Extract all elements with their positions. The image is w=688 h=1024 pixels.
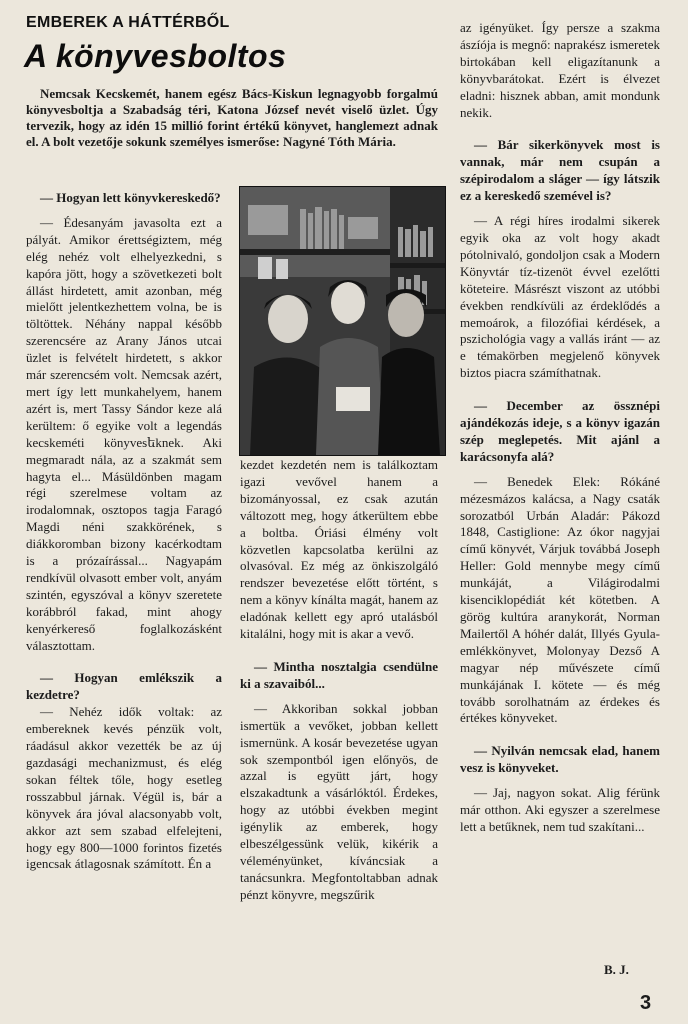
answer-5: — Benedek Elek: Rókáné mézesmázos kalácsa, a Nagy csaták sorozatból Urbán Aladár: Pákozd 1848, Castiglione: Az ókor nagyjai című könyvét, Várjuk továbbá Joseph Heller: Gold mennybe megy című munkáját, a Világirodalmi kisenciklopédiát két kötetben. A görög kultúra aranykorát, Norman Mailertől A hóhér dalát, Illyés Gyula-emlékkönyvet, Molonyay Dezső A magyar nép művészete című munkájának I. kötete — és még tovább sorolhatnám az érdekes és értékes könyveket. [460, 473, 660, 726]
photo-illustration [240, 187, 445, 455]
question-5: — December az össznépi ajándékozás ideje, s a könyv igazán szép meglepetés. Mit ajánl a karácsonyfa alá? [460, 398, 660, 464]
answer-4: — A régi híres irodalmi sikerek egyik oka az volt hogy akadt pótolnivaló, gondoljon csak a Modern Könyvtár tíz-tizenöt évvel ezelőtti köteteire. Másrészt viszont az utóbbi években rendkívüli az érdeklődés a memoárok, a filozófiai kérdések, a pszichológia vagy a vallás iránt — az e témakörben megjelenő könyvek biztos piacra számíthatnak. [460, 213, 660, 381]
page-number: 3 [640, 992, 652, 1014]
answer-1: — Édesanyám javasolta ezt a pályát. Amikor érettségiztem, még elég nehéz volt elhelyezkedni, s kapóra jött, hogy a szövetkezeti bolt állást hirdetett, amit azonban, még mielőtt jelentkezhettem volna, be is töltöttek. Néhány nappal később szerencsére az Arany János utcai üzlet is felvételt hirdetett, s akkor már szerencsém volt. Nemcsak azért, mert így lett munkahelyem, hanem azért is, mert Tassy Sándor keze alá kerültem: ő egyike volt a legendás kecskeméti könyvesեknek. Aki megmaradt nála, az a szakmát sem hagyta el... Másüldönben magam régi szerelmese voltam az irodalomnak, osztopos tagja Faragó Magdi néni szakkörének, s diákkorombаn bizony kacérkodtam is a prózaírással... Nagyapám rendkívül olvasott ember volt, anyám szintén, egyszóval a könyv szeretete korábbról fakad, mint ahogy kenyérkereső foglalkozásként választottam. [26, 214, 222, 653]
question-6: — Nyilván nemcsak elad, hanem vesz is könyveket. [460, 743, 660, 776]
answer-2: — Nehéz idők voltak: az embereknek kevés pénzük volt, ráadásul akkor vezették be az új gazdasági mechanizmust, és elég sokan féltek tőle, hogy esetleg rosszabbul járnak. Végül is, bár a könyvek ára jóval alacsonyabb volt, akkor azt sem szabad elfelejteni, hogy egy 800—1000 forintos fizetés igencsak átlagosnak számított. Én a [26, 704, 222, 872]
article-lead: Nemcsak Kecskemét, hanem egész Bács-Kiskun legnagyobb forgalmú könyvesboltja a Szabadság téri, Katona József nevét viselő üzlet. Úgy tervezik, hogy az idén 15 millió forint értékű könyvet, hanglemezt adnak el. A bolt vezetője sokunk személyes ismerőse: Nagyné Tóth Mária. [26, 86, 438, 149]
question-4: — Bár sikerkönyvek most is vannak, már nem csupán a szépirodalom a sláger — így látszik ez a kereskedő szemével is? [460, 137, 660, 204]
photo-bookstore-staff [239, 186, 446, 456]
section-kicker: EMBEREK A HÁTTÉRBŐL [26, 14, 230, 31]
answer-6: — Jaj, nagyon sokat. Alig férünk már otthon. Aki egyszer a szerelmese lett a betűknek, nem tud szakítani... [460, 785, 660, 834]
answer-2-continued: kezdet kezdetén nem is találkoztam igazi vevővel hanem a bizományossal, ez csak azután változott meg, hogy átkerültem ebbe a boltba. Óriási élmény volt közvetlen kapcsolatba kerülni az olvasóval. Ez még az önkiszolgáló rendszer bevezetése előtt történt, s nem a könyv kínálta magát, hanem az eladónak kellett egy apró utalásból kitalálni, hogy mit is akar a vevő. [240, 457, 438, 642]
column-3 [460, 20, 660, 836]
question-2: — Hogyan emlékszik a kezdetre? [26, 670, 222, 703]
answer-3-continued: az igényüket. Így persze a szakma ászíója is megnő: naprakész ismeretek birtokában kell eligazítanunk a könyvbarátokat. Ezért is élvezet eladni: hisznek abban, amit mondunk nekik. [460, 20, 660, 120]
column-1 [26, 190, 222, 873]
question-1: — Hogyan lett könyvkereskedő? [40, 190, 221, 205]
column-2 [240, 457, 438, 904]
answer-3: — Akkoriban sokkal jobban ismertük a vevőket, jobban kellett ismernünk. A kosár bevezetése ugyan sok szempontból igen előnyös, de azzal is együtt járt, hogy elszakadtunk a vásárlóktól. Érdekes, hogy az utóbbi években megint igénylik az emberek, hogy elbeszélgessünk velük, kikérik a véleményünket, kíváncsiak a tanácsunkra. Megfontoltabban adnak pénzt könyvre, megszűrik [240, 700, 438, 902]
question-3: — Mintha nosztalgia csendülne ki a szavaiból... [240, 658, 438, 691]
author-signature: B. J. [604, 962, 629, 977]
article-title: A könyvesboltos [24, 38, 287, 74]
